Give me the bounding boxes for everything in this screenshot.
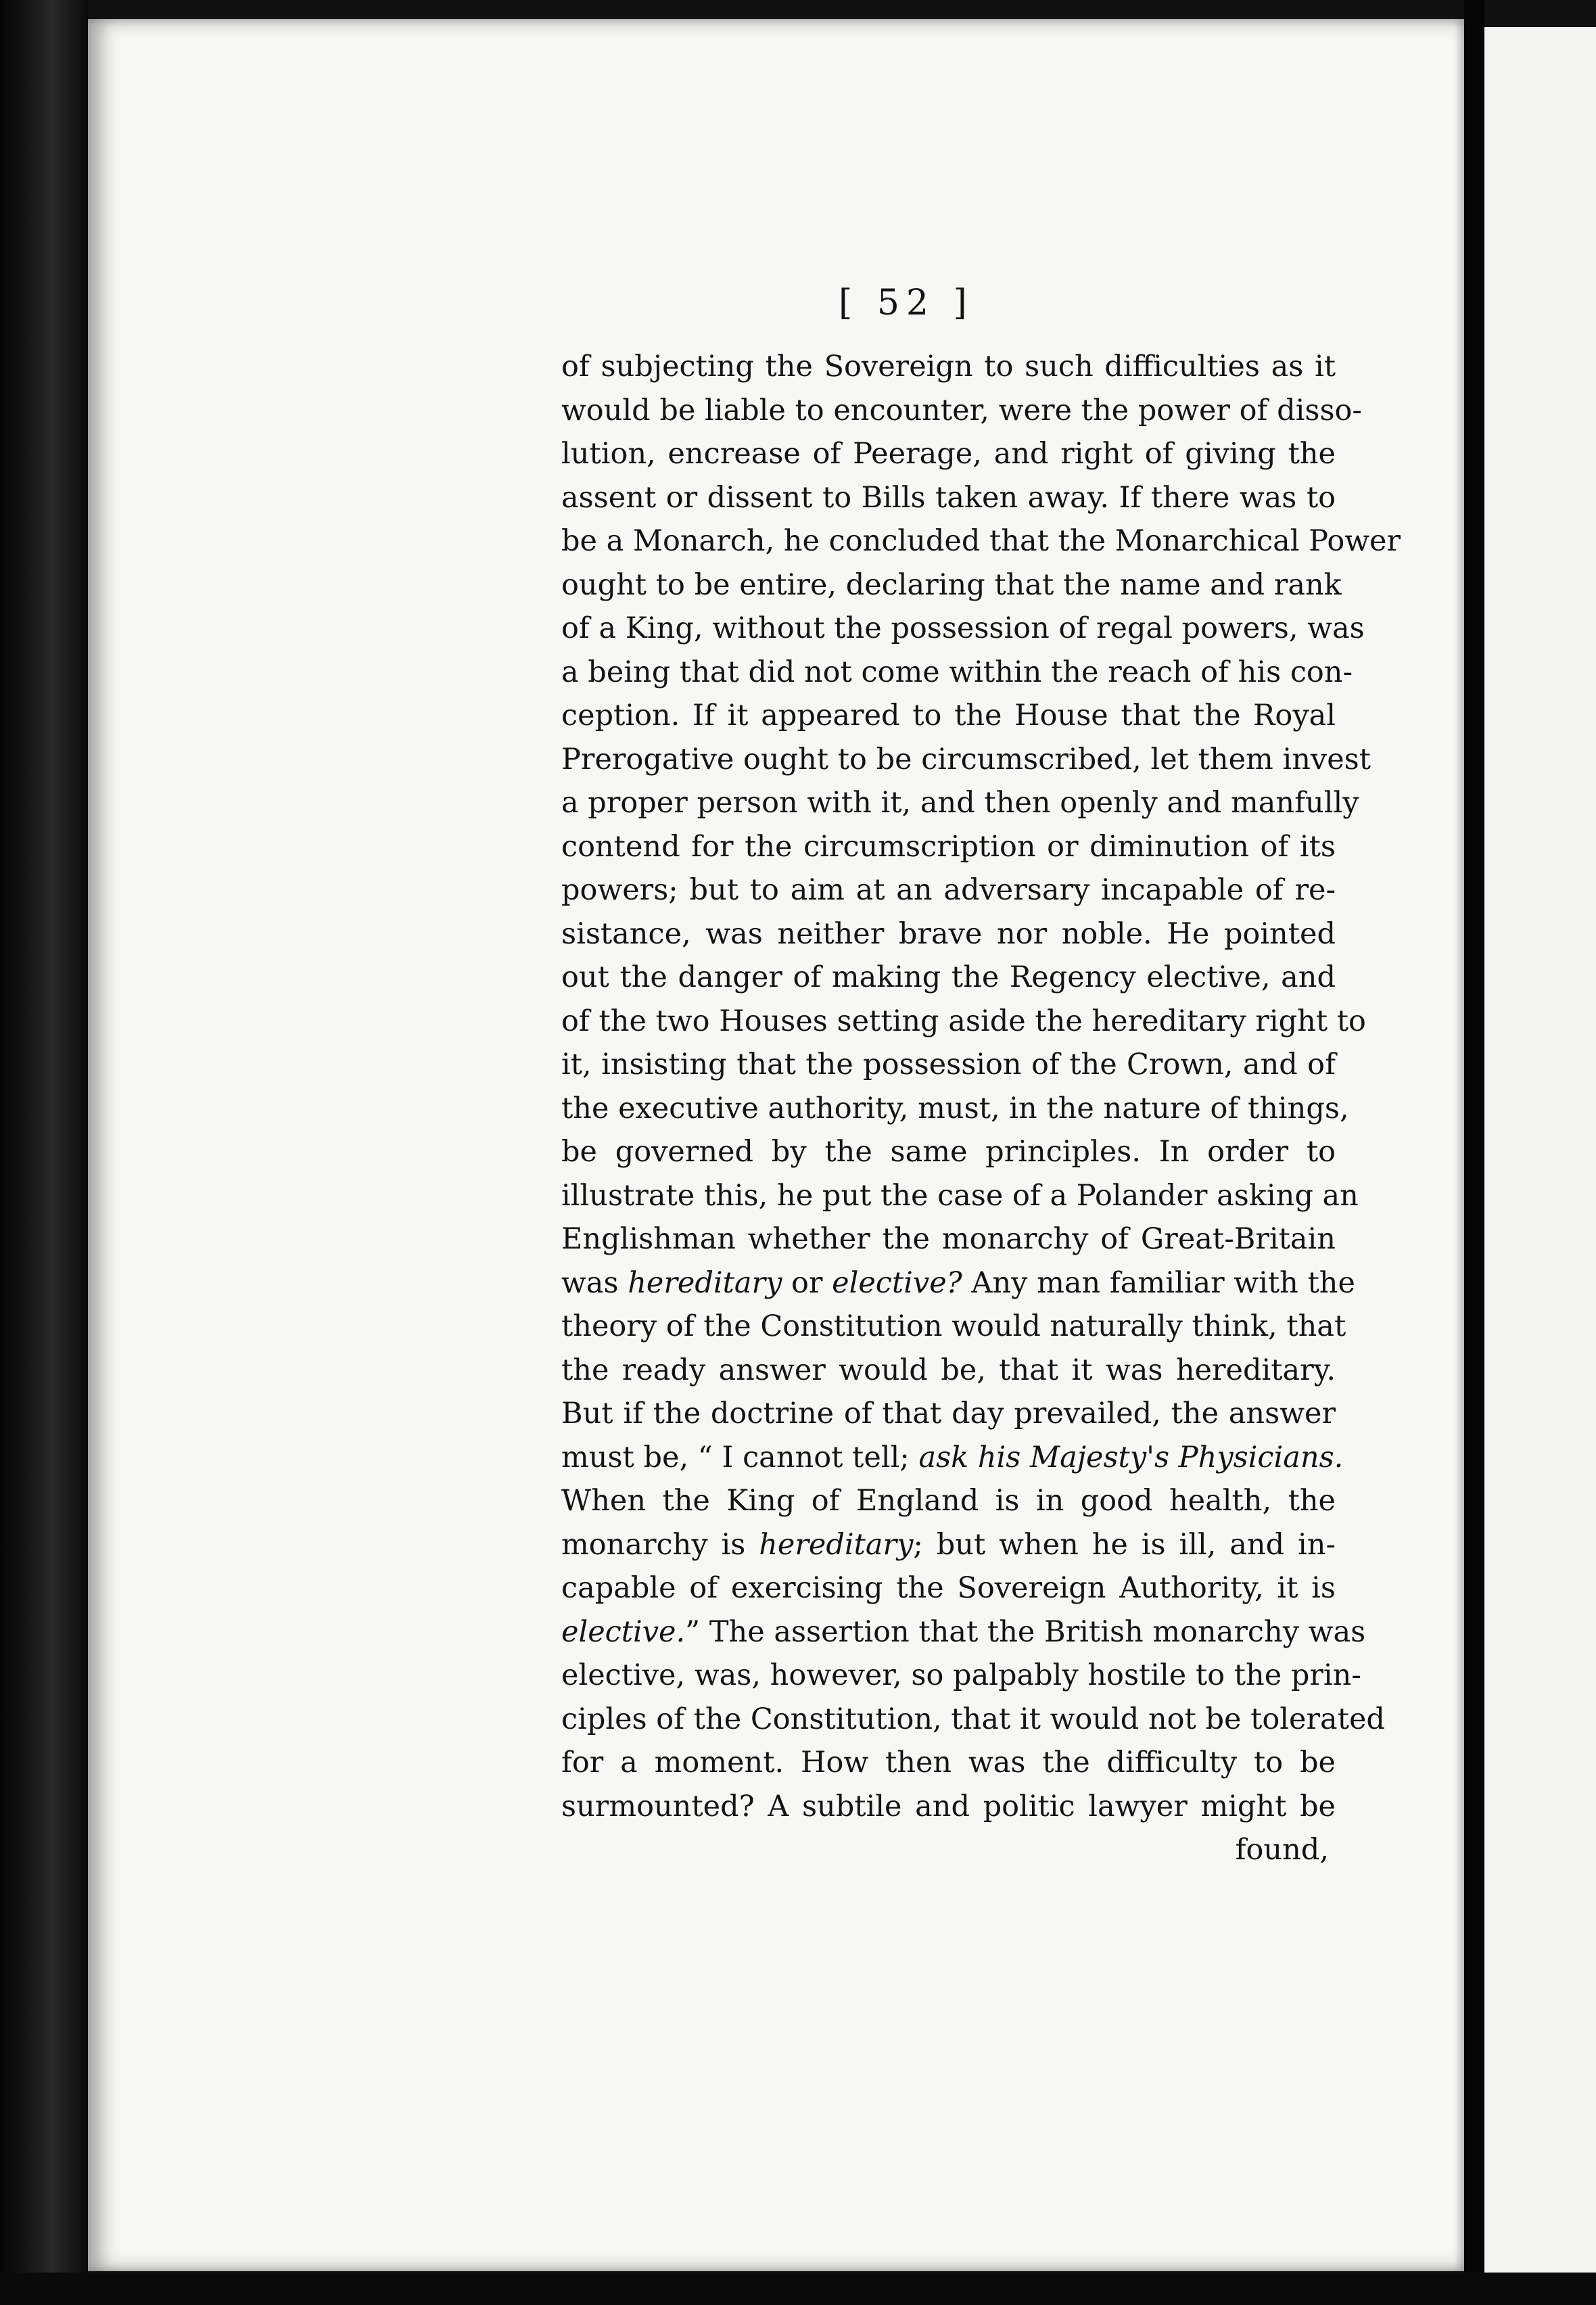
text-line-mixed: [561, 1523, 1336, 1567]
text-line: theory of the Constitution would naturally think, that: [561, 1309, 1346, 1343]
italic-text: hereditary: [759, 1527, 914, 1562]
text-span: monarchy is: [561, 1527, 759, 1562]
text-line-mixed: [561, 1610, 1366, 1654]
text-line: ought to be entire, declaring that the name and rank: [561, 567, 1342, 602]
text-line: Prerogative ought to be circumscribed, let them invest: [561, 742, 1371, 776]
text-line: assent or dissent to Bills taken away. If there was to: [561, 480, 1336, 515]
text-line: for a moment. How then was the difficulty to be: [561, 1746, 1336, 1779]
text-line: lution, encrease of Peerage, and right of giving the: [561, 437, 1336, 471]
text-span: ” The assertion that the British monarchy was: [685, 1614, 1366, 1649]
text-line: out the danger of making the Regency elective, and: [561, 960, 1336, 994]
text-line: ciples of the Constitution, that it would not be tolerated: [561, 1702, 1385, 1736]
body-text: [561, 345, 1401, 1872]
text-line-mixed: [561, 1436, 1344, 1480]
text-span: or: [782, 1265, 832, 1300]
text-line: of subjecting the Sovereign to such difficulties as it: [561, 350, 1336, 383]
text-span: must be, “ I cannot tell;: [561, 1440, 919, 1474]
italic-text: ask his Majesty's Physicians.: [918, 1440, 1344, 1474]
text-line: a being that did not come within the reach of his con-: [561, 655, 1353, 689]
text-line: contend for the circumscription or diminution of its: [561, 829, 1336, 864]
text-line: the ready answer would be, that it was hereditary.: [561, 1353, 1336, 1387]
text-line: the executive authority, must, in the nature of things,: [561, 1091, 1349, 1125]
text-line: it, insisting that the possession of the Crown, and of: [561, 1048, 1336, 1081]
text-line: capable of exercising the Sovereign Authority, it is: [561, 1571, 1336, 1605]
text-line-mixed: [561, 1261, 1355, 1305]
book-binding-edge: [0, 0, 88, 2305]
italic-text: elective?: [832, 1265, 962, 1300]
italic-text: hereditary: [628, 1265, 782, 1300]
text-span: Any man familiar with the: [962, 1265, 1355, 1300]
text-line: of the two Houses setting aside the hereditary right to: [561, 1004, 1366, 1038]
text-span: was: [561, 1265, 628, 1300]
catchword: found,: [1235, 1833, 1329, 1867]
text-line: be governed by the same principles. In order to: [561, 1135, 1336, 1169]
text-line: powers; but to aim at an adversary incapable of re-: [561, 873, 1336, 907]
text-line: would be liable to encounter, were the power of disso-: [561, 393, 1362, 427]
text-line: surmounted? A subtile and politic lawyer might be: [561, 1789, 1336, 1823]
text-line: a proper person with it, and then openly and manfully: [561, 786, 1359, 820]
facing-page-edge: [1484, 27, 1596, 2279]
text-line: illustrate this, he put the case of a Polander asking an: [561, 1178, 1359, 1213]
scan-bottom-edge: [0, 2273, 1596, 2305]
text-span: ; but when he is ill, and in-: [913, 1527, 1336, 1562]
text-line: of a King, without the possession of regal powers, was: [561, 611, 1365, 645]
text-line: But if the doctrine of that day prevailed, the answer: [561, 1397, 1336, 1430]
page-number-header: [ 52 ]: [839, 283, 974, 323]
italic-text: elective.: [561, 1614, 686, 1649]
text-line: ception. If it appeared to the House that the Royal: [561, 699, 1336, 732]
text-line: elective, was, however, so palpably hostile to the prin-: [561, 1658, 1361, 1692]
text-line: sistance, was neither brave nor noble. He pointed: [561, 916, 1336, 951]
page-gutter: [1464, 0, 1484, 2305]
text-line: Englishman whether the monarchy of Great-Britain: [561, 1222, 1336, 1256]
text-line: When the King of England is in good health, the: [561, 1484, 1336, 1518]
text-line: be a Monarch, he concluded that the Monarchical Power: [561, 524, 1401, 558]
